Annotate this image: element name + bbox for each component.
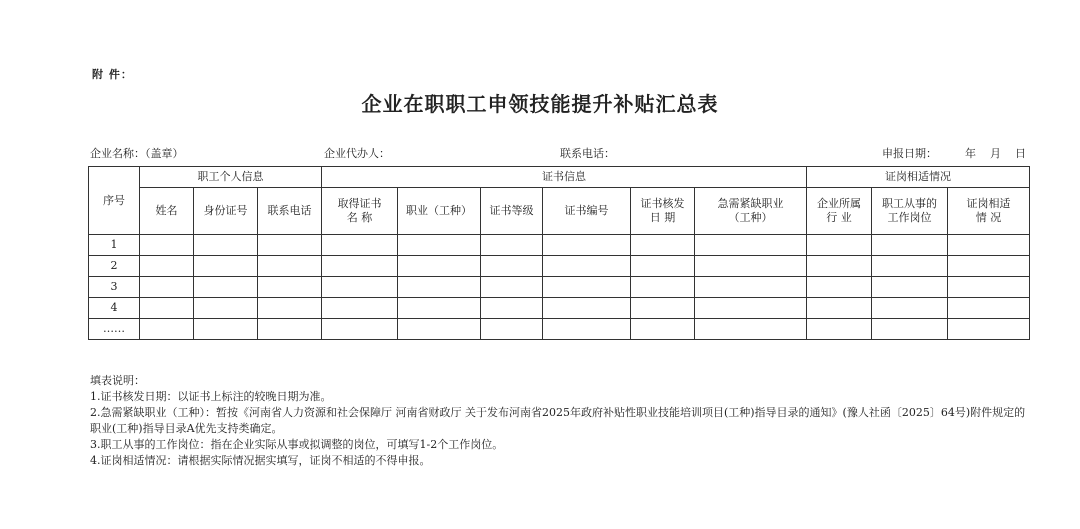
table-cell[interactable] (543, 277, 631, 298)
table-cell[interactable] (948, 277, 1030, 298)
table-cell[interactable] (140, 319, 194, 340)
table-cell[interactable] (631, 277, 695, 298)
page-title: 企业在职职工申领技能提升补贴汇总表 (361, 92, 719, 116)
industry-header: 企业所属 行 业 (807, 188, 872, 235)
table-cell[interactable] (398, 298, 481, 319)
table-row (89, 277, 1030, 298)
job-fit-header: 证岗相适情况 (807, 167, 1030, 188)
table-cell[interactable] (481, 298, 543, 319)
table-cell[interactable] (258, 319, 322, 340)
table-cell[interactable] (194, 298, 258, 319)
instructions (90, 373, 1030, 469)
table-cell[interactable] (695, 298, 807, 319)
table-cell[interactable] (398, 319, 481, 340)
table-cell[interactable] (631, 235, 695, 256)
instruction-item: 2.急需紧缺职业（工种）：暂按《河南省人力资源和社会保障厅 河南省财政厅 关于发布河南省2025年政府补贴性职业技能培训项目(工种)指导目录的通知》(豫人社函〔2025〕64号)附件规定的职业(工种)指导目录A优先支持类确定。 (90, 406, 1026, 435)
attachment-label: 附 件： (92, 68, 133, 81)
table-cell[interactable] (322, 298, 398, 319)
table-cell[interactable] (807, 235, 872, 256)
issue-date-header: 证书核发 日 期 (631, 188, 695, 235)
table-cell[interactable] (140, 277, 194, 298)
cert-level-header: 证书等级 (481, 188, 543, 235)
table-cell[interactable] (322, 277, 398, 298)
table-cell[interactable] (481, 235, 543, 256)
table-cell[interactable] (322, 235, 398, 256)
table-cell[interactable] (872, 298, 948, 319)
table-cell[interactable] (543, 256, 631, 277)
table-cell[interactable] (398, 277, 481, 298)
table-cell[interactable] (872, 319, 948, 340)
table-cell[interactable] (258, 298, 322, 319)
company-name-label: 企业名称：（盖章） (90, 147, 184, 160)
row-serial: …… (89, 319, 140, 340)
row-serial: 3 (89, 277, 140, 298)
table-cell[interactable] (258, 235, 322, 256)
table-cell[interactable] (481, 319, 543, 340)
table-cell[interactable] (872, 277, 948, 298)
table-cell[interactable] (543, 298, 631, 319)
table-cell[interactable] (631, 319, 695, 340)
table-cell[interactable] (695, 277, 807, 298)
table-cell[interactable] (807, 256, 872, 277)
row-serial: 2 (89, 256, 140, 277)
table-cell[interactable] (872, 235, 948, 256)
table-cell[interactable] (194, 319, 258, 340)
job-post-header: 职工从事的 工作岗位 (872, 188, 948, 235)
table-cell[interactable] (194, 235, 258, 256)
table-cell[interactable] (140, 235, 194, 256)
apply-date-field (882, 145, 1026, 161)
cert-name-header: 取得证书 名 称 (322, 188, 398, 235)
month-label: 月 (990, 147, 1001, 160)
table-cell[interactable] (695, 256, 807, 277)
instructions-heading: 填表说明： (90, 374, 145, 387)
table-cell[interactable] (481, 277, 543, 298)
serial-header: 序号 (89, 167, 140, 235)
cert-number-header: 证书编号 (543, 188, 631, 235)
table-cell[interactable] (872, 256, 948, 277)
table-cell[interactable] (695, 319, 807, 340)
table-cell[interactable] (322, 319, 398, 340)
table-row (89, 235, 1030, 256)
contact-phone-label: 联系电话： (560, 147, 615, 160)
table-cell[interactable] (807, 298, 872, 319)
row-serial: 4 (89, 298, 140, 319)
instruction-item: 3.职工从事的工作岗位：指在企业实际从事或拟调整的岗位，可填写1-2个工作岗位。 (90, 438, 504, 451)
table-cell[interactable] (543, 235, 631, 256)
instruction-item: 1.证书核发日期：以证书上标注的较晚日期为准。 (90, 390, 332, 403)
name-header: 姓名 (140, 188, 194, 235)
company-agent-label: 企业代办人： (324, 147, 390, 160)
table-cell[interactable] (398, 235, 481, 256)
table-row (89, 256, 1030, 277)
table-cell[interactable] (140, 256, 194, 277)
occupation-header: 职业（工种） (398, 188, 481, 235)
year-label: 年 (965, 147, 976, 160)
urgent-job-header: 急需紧缺职业 （工种） (695, 188, 807, 235)
table-cell[interactable] (631, 298, 695, 319)
table-cell[interactable] (258, 277, 322, 298)
table-cell[interactable] (398, 256, 481, 277)
table-cell[interactable] (140, 298, 194, 319)
table-cell[interactable] (258, 256, 322, 277)
table-cell[interactable] (948, 298, 1030, 319)
table-cell[interactable] (194, 277, 258, 298)
table-row (89, 319, 1030, 340)
summary-table (88, 166, 1030, 340)
table-cell[interactable] (322, 256, 398, 277)
table-row (89, 298, 1030, 319)
day-label: 日 (1015, 147, 1026, 160)
personal-info-header: 职工个人信息 (140, 167, 322, 188)
fit-header: 证岗相适 情 况 (948, 188, 1030, 235)
apply-date-label: 申报日期： (882, 147, 937, 160)
cert-info-header: 证书信息 (322, 167, 807, 188)
table-cell[interactable] (948, 319, 1030, 340)
table-cell[interactable] (948, 256, 1030, 277)
instruction-item: 4.证岗相适情况：请根据实际情况据实填写，证岗不相适的不得申报。 (90, 454, 431, 467)
row-serial: 1 (89, 235, 140, 256)
table-cell[interactable] (481, 256, 543, 277)
phone-header: 联系电话 (258, 188, 322, 235)
table-cell[interactable] (631, 256, 695, 277)
table-cell[interactable] (695, 235, 807, 256)
table-cell[interactable] (948, 235, 1030, 256)
table-cell[interactable] (807, 319, 872, 340)
table-cell[interactable] (194, 256, 258, 277)
table-cell[interactable] (807, 277, 872, 298)
table-cell[interactable] (543, 319, 631, 340)
id-number-header: 身份证号 (194, 188, 258, 235)
